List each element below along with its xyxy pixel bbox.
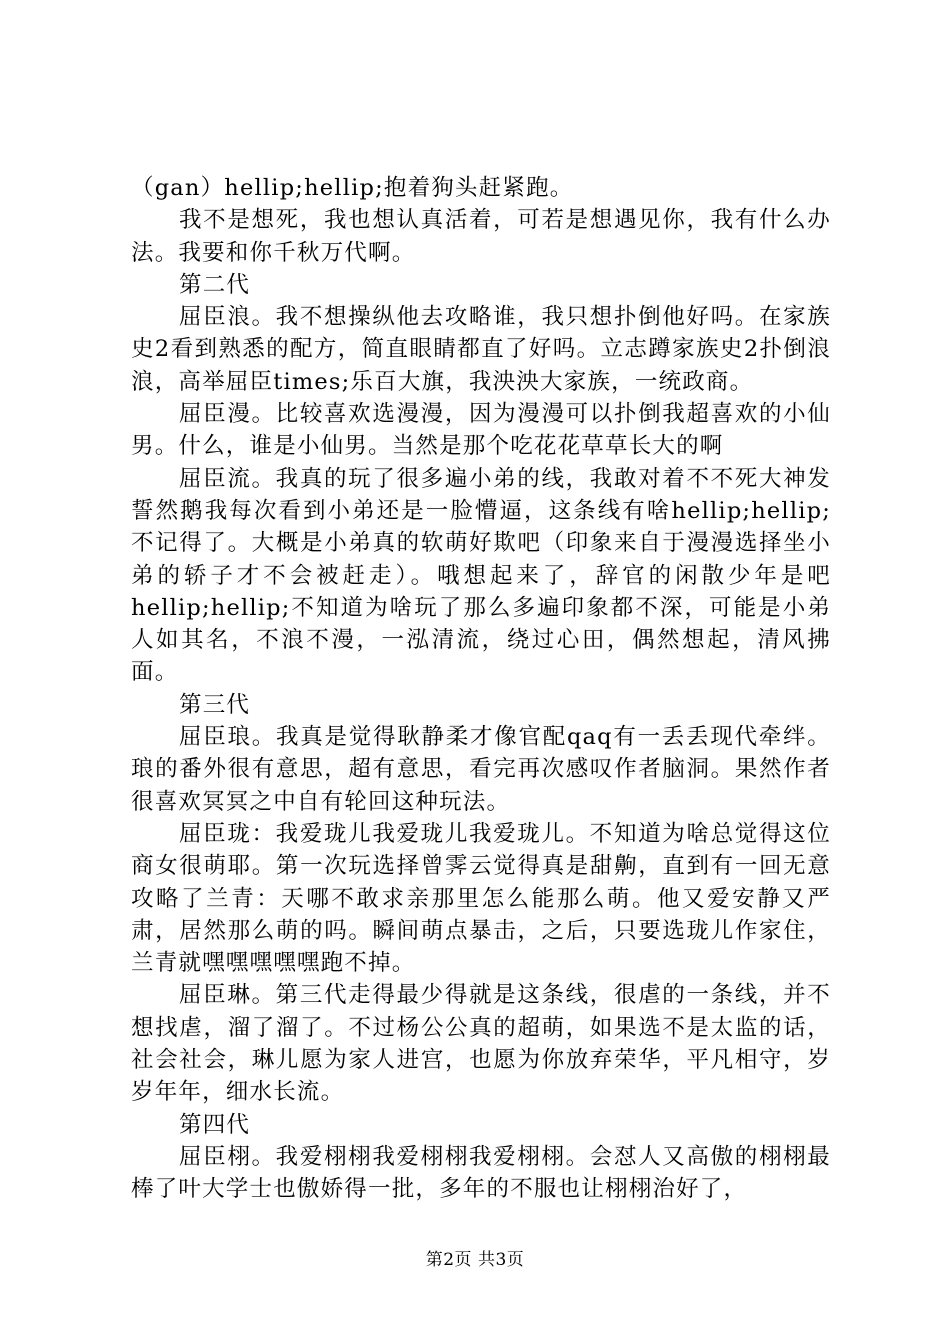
paragraph: 屈臣栩。我爱栩栩我爱栩栩我爱栩栩。会怼人又高傲的栩栩最棒了叶大学士也傲娇得一批，多年的不服也让栩栩治好了， <box>131 1143 831 1203</box>
paragraph: 屈臣珑：我爱珑儿我爱珑儿我爱珑儿。不知道为啥总觉得这位商女很萌耶。第一次玩选择曾霁云觉得真是甜齁，直到有一回无意攻略了兰青：天哪不敢求亲那里怎么能那么萌。他又爱安静又严肃，居然那么萌的吗。瞬间萌点暴击，之后，只要选珑儿作家住，兰青就嘿嘿嘿嘿嘿跑不掉。 <box>131 820 831 977</box>
paragraph-continuation: （gan）hellip;hellip;抱着狗头赶紧跑。 <box>131 175 574 201</box>
document-body <box>131 172 831 1206</box>
section-heading-gen4: 第四代 <box>179 1111 251 1138</box>
paragraph: 屈臣琅。我真是觉得耿静柔才像官配qaq有一丢丢现代牵绊。琅的番外很有意思，超有意思，看完再次感叹作者脑洞。果然作者很喜欢冥冥之中自有轮回这种玩法。 <box>131 724 831 815</box>
paragraph: 我不是想死，我也想认真活着，可若是想遇见你，我有什么办法。我要和你千秋万代啊。 <box>131 207 831 266</box>
page-footer: 第2页 共3页 <box>425 1250 525 1270</box>
paragraph: 屈臣琳。第三代走得最少得就是这条线，很虐的一条线，并不想找虐，溜了溜了。不过杨公公真的超萌，如果选不是太监的话，社会社会，琳儿愿为家人进宫，也愿为你放弃荣华，平凡相守，岁岁年年，细水长流。 <box>131 982 831 1106</box>
paragraph: 屈臣浪。我不想操纵他去攻略谁，我只想扑倒他好吗。在家族史2看到熟悉的配方，简直眼睛都直了好吗。立志蹲家族史2扑倒浪浪，高举屈臣times;乐百大旗，我泱泱大家族，一统政商。 <box>131 304 831 395</box>
section-heading-gen2: 第二代 <box>179 271 251 298</box>
section-heading-gen3: 第三代 <box>179 691 251 718</box>
paragraph: 屈臣流。我真的玩了很多遍小弟的线，我敢对着不不死大神发誓然鹅我每次看到小弟还是一脸懵逼，这条线有啥hellip;hellip;不记得了。大概是小弟真的软萌好欺吧（印象来自于漫漫选择坐小弟的轿子才不会被赶走）。哦想起来了，辞官的闲散少年是吧hellip;hellip;不知道为啥玩了那么多遍印象都不深，可能是小弟人如其名，不浪不漫，一泓清流，绕过心田，偶然想起，清风拂面。 <box>131 465 831 686</box>
paragraph: 屈臣漫。比较喜欢选漫漫，因为漫漫可以扑倒我超喜欢的小仙男。什么，谁是小仙男。当然是那个吃花花草草长大的啊 <box>131 401 831 460</box>
